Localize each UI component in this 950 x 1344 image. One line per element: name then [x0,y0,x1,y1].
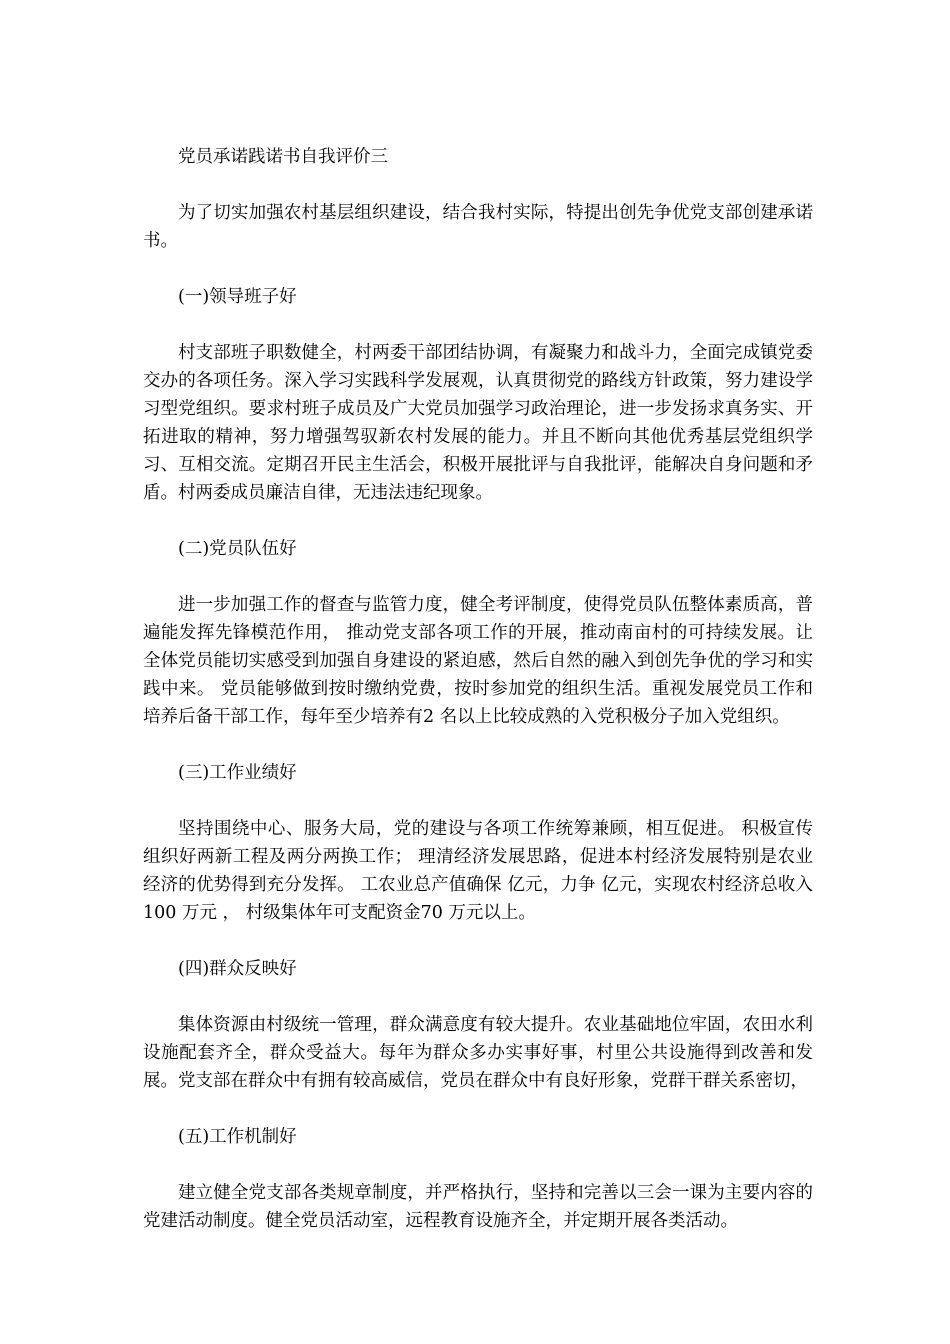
section-body-5: 建立健全党支部各类规章制度，并严格执行，坚持和完善以三会一课为主要内容的党建活动制度。健全党员活动室，远程教育设施齐全，并定期开展各类活动。 [143,1183,813,1231]
section-heading-3: (三)工作业绩好 [178,763,297,783]
section-body-2: 进一步加强工作的督查与监管力度，健全考评制度，使得党员队伍整体素质高，普遍能发挥先锋模范作用， 推动党支部各项工作的开展，推动南亩村的可持续发展。让全体党员能切实感受到加强自身建设的紧迫感，然后自然的融入到创先争优的学习和实践中来。 党员能够做到按时缴纳党费，按时参加党的组织生活。重视发展党员工作和培养后备干部工作，每年至少培养有2 名以上比较成熟的入党积极分子加入党组织。 [143,595,813,727]
section-body-1: 村支部班子职数健全，村两委干部团结协调，有凝聚力和战斗力，全面完成镇党委交办的各项任务。深入学习实践科学发展观，认真贯彻党的路线方针政策，努力建设学习型党组织。要求村班子成员及广大党员加强学习政治理论，进一步发扬求真务实、开拓进取的精神，努力增强驾驭新农村发展的能力。并且不断向其他优秀基层党组织学习、互相交流。定期召开民主生活会，积极开展批评与自我批评，能解决自身问题和矛盾。村两委成员廉洁自律，无违法违纪现象。 [143,343,813,503]
document-title: 党员承诺践诺书自我评价三 [178,147,388,167]
intro-paragraph: 为了切实加强农村基层组织建设，结合我村实际，特提出创先争优党支部创建承诺书。 [143,203,813,251]
section-heading-4: (四)群众反映好 [178,959,297,979]
section-heading-2: (二)党员队伍好 [178,539,297,559]
section-body-3: 坚持围绕中心、服务大局，党的建设与各项工作统筹兼顾，相互促进。 积极宣传组织好两新工程及两分两换工作； 理清经济发展思路，促进本村经济发展特别是农业经济的优势得到充分发挥。 工农业总产值确保 亿元，力争 亿元，实现农村经济总收入 100 万元 ， 村级集体年可支配资金70 万元以上。 [143,819,813,923]
document-page [143,143,813,1263]
section-heading-1: (一)领导班子好 [178,287,297,307]
section-body-4: 集体资源由村级统一管理，群众满意度有较大提升。农业基础地位牢固，农田水利设施配套齐全，群众受益大。每年为群众多办实事好事，村里公共设施得到改善和发展。党支部在群众中有拥有较高威信，党员在群众中有良好形象，党群干群关系密切， [143,1015,813,1091]
section-heading-5: (五)工作机制好 [178,1127,297,1147]
